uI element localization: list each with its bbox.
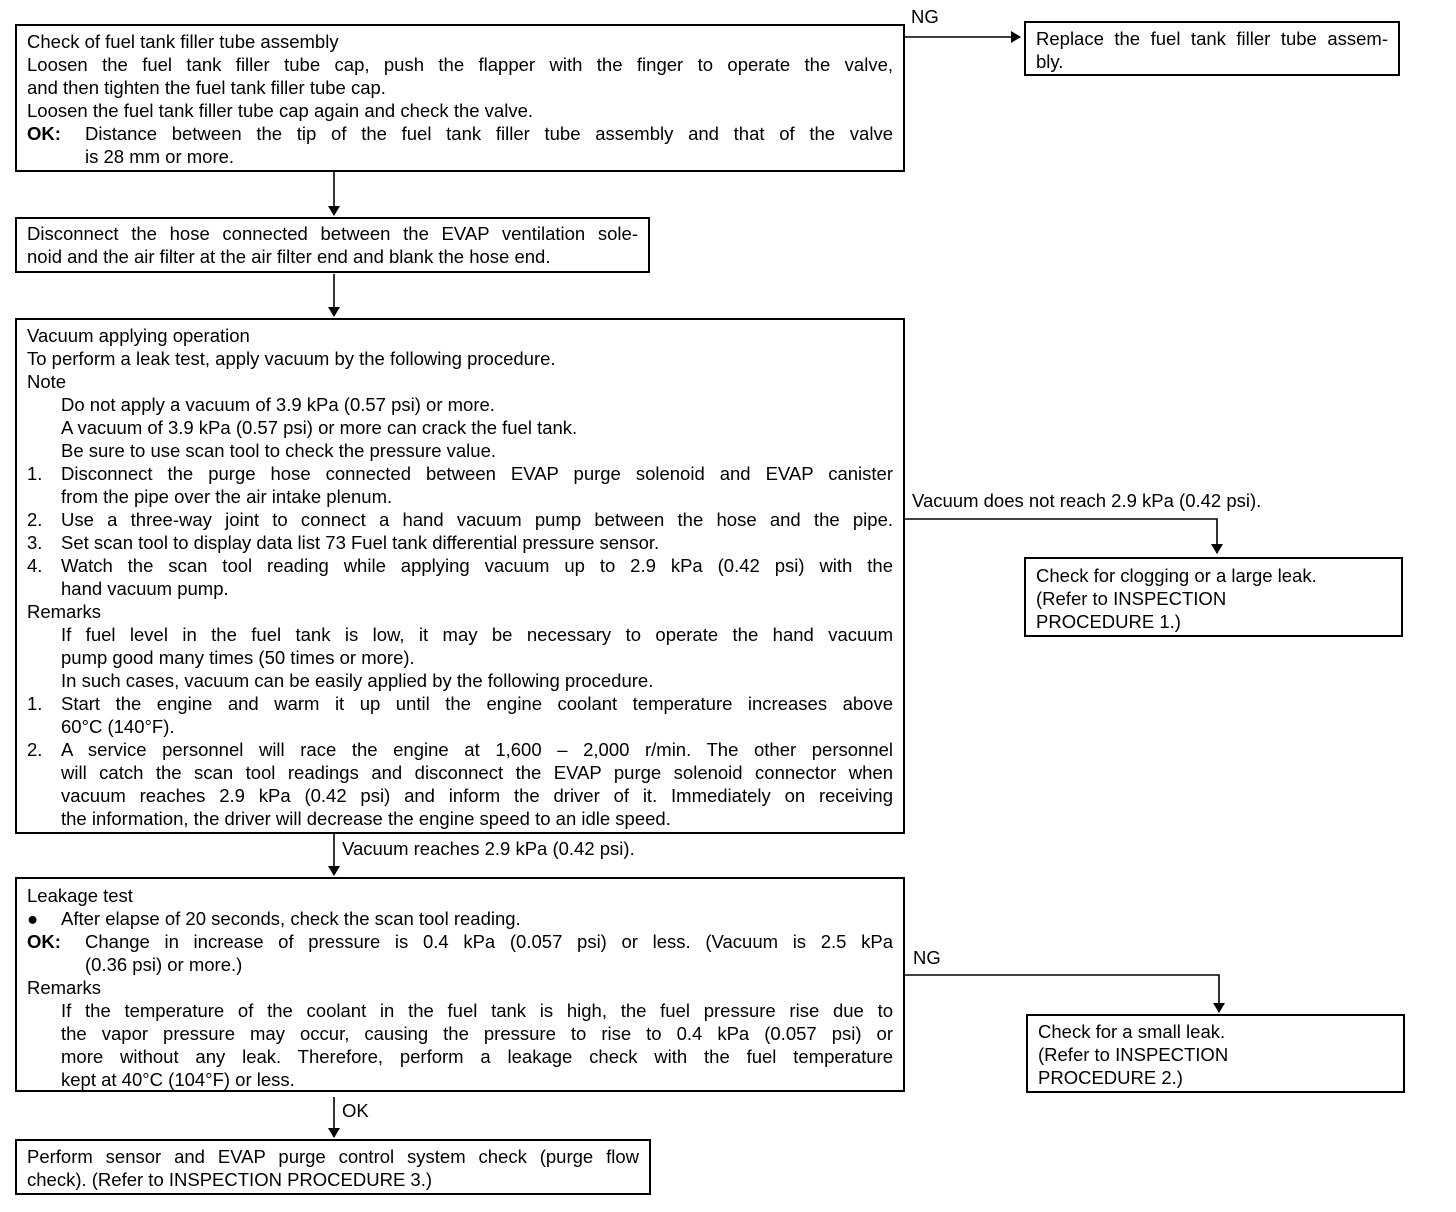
remarks-text: kept at 40°C (104°F) or less. (61, 1069, 295, 1090)
ok-criterion (27, 930, 893, 976)
box-text: PROCEDURE 1.) (1036, 611, 1181, 632)
remarks-text: the vapor pressure may occur, causing the pressure to rise to 0.4 kPa (0.057 psi) or (61, 1023, 893, 1044)
remarks-heading: Remarks (27, 601, 102, 622)
step-item: 2. Use a three-way joint to connect a hand vacuum pump between the hose and the pipe. (27, 509, 893, 530)
clogging-check-box (1024, 557, 1403, 637)
box-text: Replace the fuel tank filler tube assem- (1036, 28, 1388, 49)
ng-label-2: NG (913, 947, 941, 968)
box-text: bly. (1036, 51, 1064, 72)
box-title: Leakage test (27, 885, 133, 906)
remarks-text: If fuel level in the fuel tank is low, it may be necessary to operate the hand vacuum (61, 624, 893, 645)
vacuum-applying-box (15, 318, 905, 834)
step-item: 1. Start the engine and warm it up until the engine coolant temperature increases above 60°C (140°F). (27, 693, 893, 737)
box-text: check). (Refer to INSPECTION PROCEDURE 3.) (27, 1169, 433, 1190)
leakage-test-box (15, 877, 905, 1092)
step-item: 3. Set scan tool to display data list 73 Fuel tank differential pressure sensor. (27, 532, 660, 553)
ng-label-1: NG (911, 6, 939, 27)
box-text: Perform sensor and EVAP purge control system check (purge flow (27, 1146, 639, 1167)
step-item: 4. Watch the scan tool reading while applying vacuum up to 2.9 kPa (0.42 psi) with the hand vacuum pump. (27, 555, 893, 599)
disconnect-hose-box (15, 217, 650, 273)
box-text: (Refer to INSPECTION (1038, 1044, 1229, 1065)
vacuum-reaches-label: Vacuum reaches 2.9 kPa (0.42 psi). (342, 838, 635, 859)
box-text: Check for clogging or a large leak. (1036, 565, 1317, 586)
box-text: (Refer to INSPECTION (1036, 588, 1227, 609)
box-text: Disconnect the hose connected between the EVAP ventilation sole- (27, 223, 638, 244)
ok-key: OK: (27, 931, 61, 952)
bullet-item: ● After elapse of 20 seconds, check the scan tool reading. (27, 908, 521, 929)
ok-text: Distance between the tip of the fuel tank filler tube assembly and that of the valve (85, 123, 893, 144)
box-title: Vacuum applying operation (27, 325, 250, 346)
remarks-text: If the temperature of the coolant in the fuel tank is high, the fuel pressure rise due to (61, 1000, 893, 1021)
remarks-text: In such cases, vacuum can be easily applied by the following procedure. (61, 670, 654, 691)
ok-key: OK: (27, 123, 61, 144)
arrow-box4-smallleak (905, 975, 1219, 1012)
note-heading: Note (27, 371, 67, 392)
note-text: Be sure to use scan tool to check the pressure value. (61, 440, 496, 461)
remarks-text: more without any leak. Therefore, perform a leakage check with the fuel temperature (61, 1046, 893, 1067)
replace-filler-tube-box (1024, 21, 1400, 76)
remarks-heading: Remarks (27, 977, 102, 998)
step-item: 1. Disconnect the purge hose connected between EVAP purge solenoid and EVAP canister from the pipe over the air intake plenum. (27, 463, 893, 507)
sensor-purge-check-box (15, 1139, 651, 1195)
box-text: noid and the air filter at the air filter end and blank the hose end. (27, 246, 551, 267)
small-leak-check-box (1026, 1014, 1405, 1093)
box-text: Check for a small leak. (1038, 1021, 1226, 1042)
ok-criterion (27, 122, 893, 168)
box-text: PROCEDURE 2.) (1038, 1067, 1183, 1088)
remarks-text: pump good many times (50 times or more). (61, 647, 415, 668)
box-text: Loosen the fuel tank filler tube cap, push the flapper with the finger to operate the valve, (27, 54, 893, 75)
ok-text: is 28 mm or more. (85, 146, 235, 167)
ok-text: (0.36 psi) or more.) (85, 954, 243, 975)
box-text: and then tighten the fuel tank filler tube cap. (27, 77, 386, 98)
ok-label: OK (342, 1100, 369, 1121)
arrow-box3-clogging (905, 519, 1217, 553)
filler-tube-check-box (15, 24, 905, 172)
ok-text: Change in increase of pressure is 0.4 kPa (0.057 psi) or less. (Vacuum is 2.5 kPa (85, 931, 893, 952)
note-text: Do not apply a vacuum of 3.9 kPa (0.57 psi) or more. (61, 394, 495, 415)
note-text: A vacuum of 3.9 kPa (0.57 psi) or more can crack the fuel tank. (61, 417, 578, 438)
vacuum-not-reach-label: Vacuum does not reach 2.9 kPa (0.42 psi). (912, 490, 1262, 511)
step-item: 2. A service personnel will race the engine at 1,600 – 2,000 r/min. The other personnel will catch the scan tool readings and disconnect the EVAP purge solenoid connector when vacuum reaches 2.9 kPa (0.42 psi) and inform the driver of it. Immediately on receiving the information, the driver will decrease the engine speed to an idle speed. (27, 739, 893, 829)
box-text: To perform a leak test, apply vacuum by the following procedure. (27, 348, 556, 369)
box-title: Check of fuel tank filler tube assembly (27, 31, 339, 52)
box-text: Loosen the fuel tank filler tube cap again and check the valve. (27, 100, 534, 121)
